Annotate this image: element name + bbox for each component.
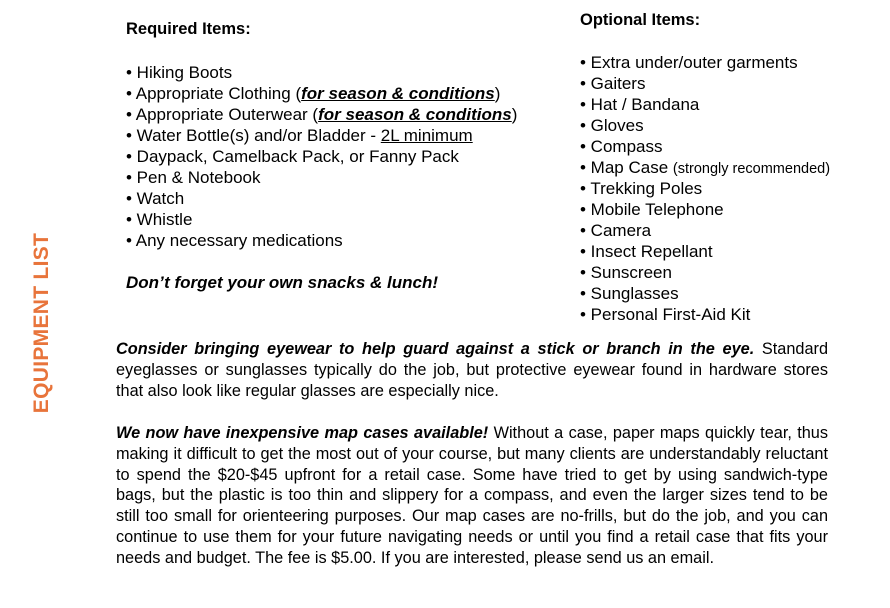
- optional-item: • Gloves: [580, 116, 644, 135]
- equipment-list-label-text: EQUIPMENT LIST: [30, 232, 53, 414]
- optional-items-list: [580, 52, 880, 325]
- emphasis: for season & conditions: [318, 105, 512, 124]
- required-item: • Any necessary medications: [126, 231, 343, 250]
- optional-item: • Personal First-Aid Kit: [580, 305, 751, 324]
- optional-item: • Compass: [580, 137, 663, 156]
- optional-item: • Insect Repellant: [580, 242, 713, 261]
- optional-item: • Mobile Telephone: [580, 200, 724, 219]
- required-items-section: [126, 19, 566, 293]
- required-item: • Whistle: [126, 210, 193, 229]
- optional-item: • Extra under/outer garments: [580, 53, 798, 72]
- optional-item: • Camera: [580, 221, 652, 240]
- eyewear-body: Standard eyeglasses or sunglasses typically do the job, but protective eyewear found in hardware stores that also look like regular glasses are especially nice.: [116, 340, 828, 400]
- required-item: • Water Bottle(s) and/or Bladder - 2L minimum: [126, 126, 473, 145]
- snacks-note: Don’t forget your own snacks & lunch!: [126, 273, 438, 292]
- optional-item: • Sunglasses: [580, 284, 679, 303]
- optional-item: • Map Case (strongly recommended): [580, 158, 831, 177]
- required-item: • Watch: [126, 189, 185, 208]
- required-item: • Appropriate Clothing (for season & conditions): [126, 84, 501, 103]
- required-item: • Daypack, Camelback Pack, or Fanny Pack: [126, 147, 459, 166]
- required-item: • Appropriate Outerwear (for season & conditions): [126, 105, 518, 124]
- optional-item: • Gaiters: [580, 74, 646, 93]
- required-item: • Hiking Boots: [126, 63, 233, 82]
- equipment-list-label: [22, 228, 62, 418]
- map-case-lead: We now have inexpensive map cases available!: [116, 423, 489, 442]
- optional-item: • Trekking Poles: [580, 179, 703, 198]
- optional-items-section: [580, 10, 880, 325]
- emphasis: for season & conditions: [301, 84, 495, 103]
- optional-item: • Hat / Bandana: [580, 95, 700, 114]
- map-case-body: Without a case, paper maps quickly tear, thus making it difficult to get the most out of your course, but many clients are understandably reluctant to spend the $20-$45 upfront for a retail case. Some have tried to get by using sandwich-type bags, but the plastic is too thin and slippery for a compass, and even the larger sizes tend to be still too small for orienteering purposes. Our map cases are no-frills, but do the job, and you can continue to use them for your future navigating needs or until you find a retail case that fits your needs and budget. The fee is $5.00. If you are interested, please send us an email.: [116, 423, 829, 568]
- required-item: • Pen & Notebook: [126, 168, 261, 187]
- recommendation-note: (strongly recommended): [672, 161, 831, 177]
- info-paragraphs: [116, 339, 828, 590]
- map-case-paragraph: [116, 423, 828, 569]
- eyewear-lead: Consider bringing eyewear to help guard against a stick or branch in the eye.: [116, 340, 755, 358]
- optional-items-heading: Optional Items:: [580, 11, 701, 29]
- eyewear-paragraph: [116, 339, 828, 402]
- required-items-list: [126, 62, 566, 251]
- underlined-text: 2L minimum: [380, 126, 473, 145]
- optional-item: • Sunscreen: [580, 263, 672, 282]
- required-items-heading: Required Items:: [126, 20, 251, 38]
